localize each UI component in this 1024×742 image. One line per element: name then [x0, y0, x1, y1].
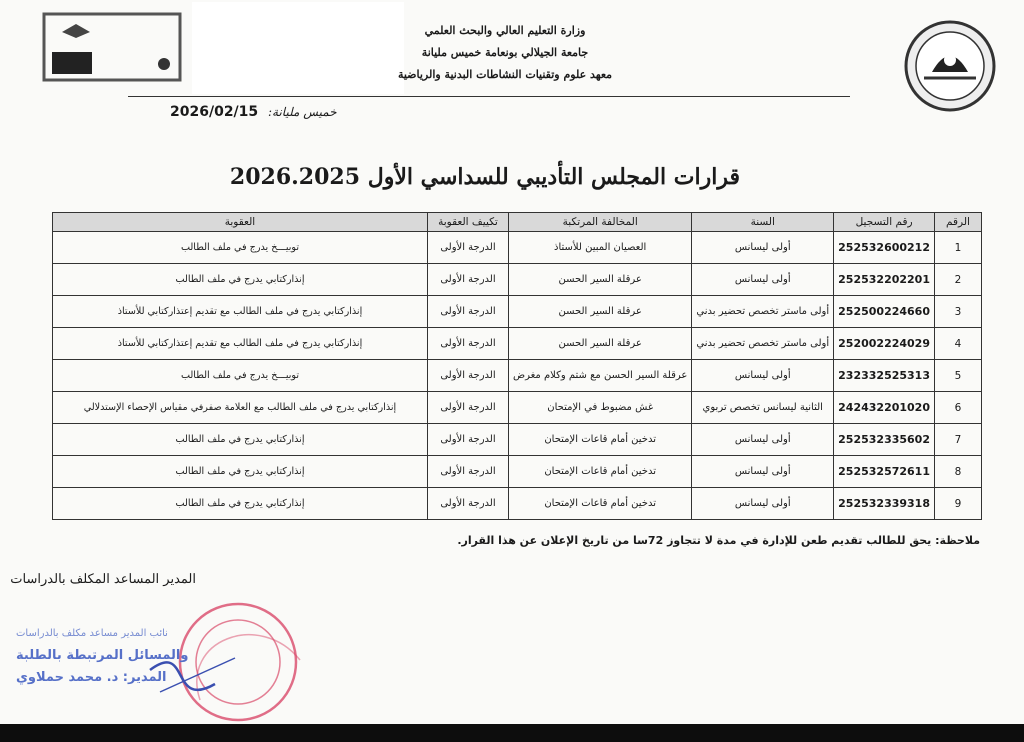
cell-offense: عرقلة السير الحسن — [508, 328, 691, 360]
cell-offense: تدخين أمام قاعات الإمتحان — [508, 424, 691, 456]
cell-year: أولى ليسانس — [692, 264, 834, 296]
cell-grade: الدرجة الأولى — [427, 328, 508, 360]
cell-year: أولى ليسانس — [692, 424, 834, 456]
cell-registration: 252500224660 — [834, 296, 935, 328]
cell-registration: 252532600212 — [834, 232, 935, 264]
table-row — [53, 264, 982, 296]
cell-number: 5 — [935, 360, 982, 392]
cell-grade: الدرجة الأولى — [427, 264, 508, 296]
cell-registration: 232332525313 — [834, 360, 935, 392]
place-label: خميس مليانة: — [267, 105, 337, 119]
column-header-penalty: العقوبة — [53, 213, 428, 232]
cell-year: أولى ليسانس — [692, 488, 834, 520]
ministry-header — [380, 20, 630, 86]
cell-registration: 252532202201 — [834, 264, 935, 296]
column-header-year: السنة — [692, 213, 834, 232]
header-line-institute: معهد علوم وتقنيات النشاطات البدنية والرياضية — [397, 68, 613, 81]
cell-grade: الدرجة الأولى — [427, 424, 508, 456]
cell-year: أولى ماستر تخصص تحضير بدني — [692, 328, 834, 360]
cell-year: الثانية ليسانس تخصص تربوي — [692, 392, 834, 424]
cell-offense: عرقلة السير الحسن — [508, 296, 691, 328]
stamp-line-director: المدير: د. محمد حملاوي — [16, 670, 167, 685]
cell-penalty: إنذاركتابي يدرج في ملف الطالب — [53, 424, 428, 456]
cell-registration: 252532335602 — [834, 424, 935, 456]
cell-offense: تدخين أمام قاعات الإمتحان — [508, 488, 691, 520]
cell-number: 6 — [935, 392, 982, 424]
bottom-edge — [0, 724, 1024, 742]
header-divider — [128, 96, 850, 97]
cell-penalty: توبيـــخ يدرج في ملف الطالب — [53, 232, 428, 264]
signer-title: المدير المساعد المكلف بالدراسات — [10, 572, 196, 587]
cell-number: 1 — [935, 232, 982, 264]
column-header-offense: المخالفة المرتكبة — [508, 213, 691, 232]
cell-year: أولى ليسانس — [692, 456, 834, 488]
table-row — [53, 488, 982, 520]
appeal-note: ملاحظة: يحق للطالب تقديم طعن للإدارة في مدة لا تتجاوز 72سا من تاريخ الإعلان عن هذا القرار. — [457, 534, 980, 547]
header-line-ministry: وزارة التعليم العالي والبحث العلمي — [424, 24, 586, 37]
cell-year: أولى ليسانس — [692, 360, 834, 392]
cell-offense: العصيان المبين للأستاذ — [508, 232, 691, 264]
table-row — [53, 424, 982, 456]
stamp-line-department: والمسائل المرتبطة بالطلبة — [16, 648, 189, 663]
cell-number: 9 — [935, 488, 982, 520]
university-seal-icon — [884, 20, 1016, 112]
cell-offense: تدخين أمام قاعات الإمتحان — [508, 456, 691, 488]
cell-penalty: إنذاركتابي يدرج في ملف الطالب — [53, 264, 428, 296]
cell-grade: الدرجة الأولى — [427, 360, 508, 392]
cell-number: 3 — [935, 296, 982, 328]
document-date: 2026/02/15 — [170, 104, 259, 120]
redaction-block — [192, 2, 404, 94]
cell-penalty: إنذاركتابي يدرج في ملف الطالب مع تقديم إعتذاركتابي للأستاذ — [53, 296, 428, 328]
column-header-grade: تكييف العقوبة — [427, 213, 508, 232]
institute-logo — [42, 12, 182, 82]
cell-penalty: توبيـــخ يدرج في ملف الطالب — [53, 360, 428, 392]
cell-grade: الدرجة الأولى — [427, 488, 508, 520]
cell-registration: 252532572611 — [834, 456, 935, 488]
column-header-registration: رقم التسجيل — [834, 213, 935, 232]
table-row — [53, 232, 982, 264]
cell-grade: الدرجة الأولى — [427, 392, 508, 424]
cell-offense: غش مضبوط في الإمتحان — [508, 392, 691, 424]
cell-grade: الدرجة الأولى — [427, 296, 508, 328]
decisions-table — [52, 212, 982, 520]
header-line-university: جامعة الجيلالي بونعامة خميس مليانة — [421, 46, 589, 59]
dateline — [170, 104, 337, 120]
cell-penalty: إنذاركتابي يدرج في ملف الطالب مع تقديم إعتذاركتابي للأستاذ — [53, 328, 428, 360]
cell-year: أولى ليسانس — [692, 232, 834, 264]
table-row — [53, 392, 982, 424]
cell-penalty: إنذاركتابي يدرج في ملف الطالب — [53, 488, 428, 520]
cell-penalty: إنذاركتابي يدرج في ملف الطالب مع العلامة صفرفي مقياس الإحصاء الإستدلالي — [53, 392, 428, 424]
cell-number: 4 — [935, 328, 982, 360]
table-row — [53, 328, 982, 360]
cell-penalty: إنذاركتابي يدرج في ملف الطالب — [53, 456, 428, 488]
cell-offense: عرقلة السير الحسن — [508, 264, 691, 296]
cell-registration: 242432201020 — [834, 392, 935, 424]
cell-year: أولى ماستر تخصص تحضير بدني — [692, 296, 834, 328]
cell-offense: عرقلة السير الحسن مع شتم وكلام مغرض — [508, 360, 691, 392]
cell-grade: الدرجة الأولى — [427, 232, 508, 264]
stamp-line-office: نائب المدير مساعد مكلف بالدراسات — [16, 628, 168, 639]
cell-registration: 252002224029 — [834, 328, 935, 360]
column-header-number: الرقم — [935, 213, 982, 232]
table-row — [53, 456, 982, 488]
cell-number: 7 — [935, 424, 982, 456]
cell-registration: 252532339318 — [834, 488, 935, 520]
cell-grade: الدرجة الأولى — [427, 456, 508, 488]
cell-number: 8 — [935, 456, 982, 488]
cell-number: 2 — [935, 264, 982, 296]
table-row — [53, 360, 982, 392]
table-row — [53, 296, 982, 328]
table-header-row — [53, 213, 982, 232]
page-title: قرارات المجلس التأديبي للسداسي الأول 2026.2025 — [229, 164, 740, 190]
